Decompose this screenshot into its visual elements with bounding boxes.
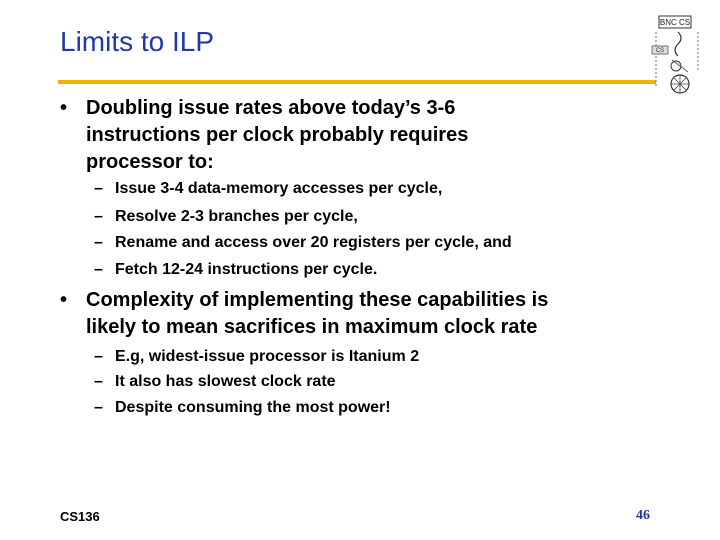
bullet-line: Complexity of implementing these capabilities is: [86, 289, 549, 311]
page-number: 46: [636, 508, 650, 523]
bullet-line: Doubling issue rates above today’s 3-6: [86, 97, 456, 119]
dash-marker: –: [94, 234, 103, 251]
bullet-complexity: [60, 288, 680, 342]
dash-marker: –: [94, 373, 103, 390]
bullet-line: likely to mean sacrifices in maximum clock rate: [86, 316, 538, 338]
course-label: CS136: [60, 509, 100, 524]
slide-title: Limits to ILP: [60, 26, 215, 57]
logo-text: BNC CS: [659, 18, 691, 27]
dash-marker: –: [94, 180, 103, 197]
bullet-marker: •: [60, 97, 68, 119]
sub-item-text: Rename and access over 20 registers per cycle, and: [115, 234, 512, 251]
sub-item-text: Despite consuming the most power!: [115, 399, 391, 416]
sub-item-text: Fetch 12-24 instructions per cycle.: [115, 261, 378, 278]
bullet-line: instructions per clock probably requires: [86, 124, 469, 146]
sub-item-text: Resolve 2-3 branches per cycle,: [115, 208, 358, 225]
sub-item-text: E.g, widest-issue processor is Itanium 2: [115, 348, 420, 365]
sub-item-text: Issue 3-4 data-memory accesses per cycle,: [115, 180, 443, 197]
title-divider: [58, 80, 656, 84]
dash-marker: –: [94, 399, 103, 416]
dash-marker: –: [94, 348, 103, 365]
university-logo: [644, 10, 708, 96]
bullet-line: processor to:: [86, 151, 214, 173]
bullet-issue-rates: [60, 96, 660, 174]
logo-side-text: CS: [655, 48, 665, 54]
dash-marker: –: [94, 208, 103, 225]
dash-marker: –: [94, 261, 103, 278]
sub-item-text: It also has slowest clock rate: [115, 373, 336, 390]
bullet-marker: •: [60, 289, 68, 311]
